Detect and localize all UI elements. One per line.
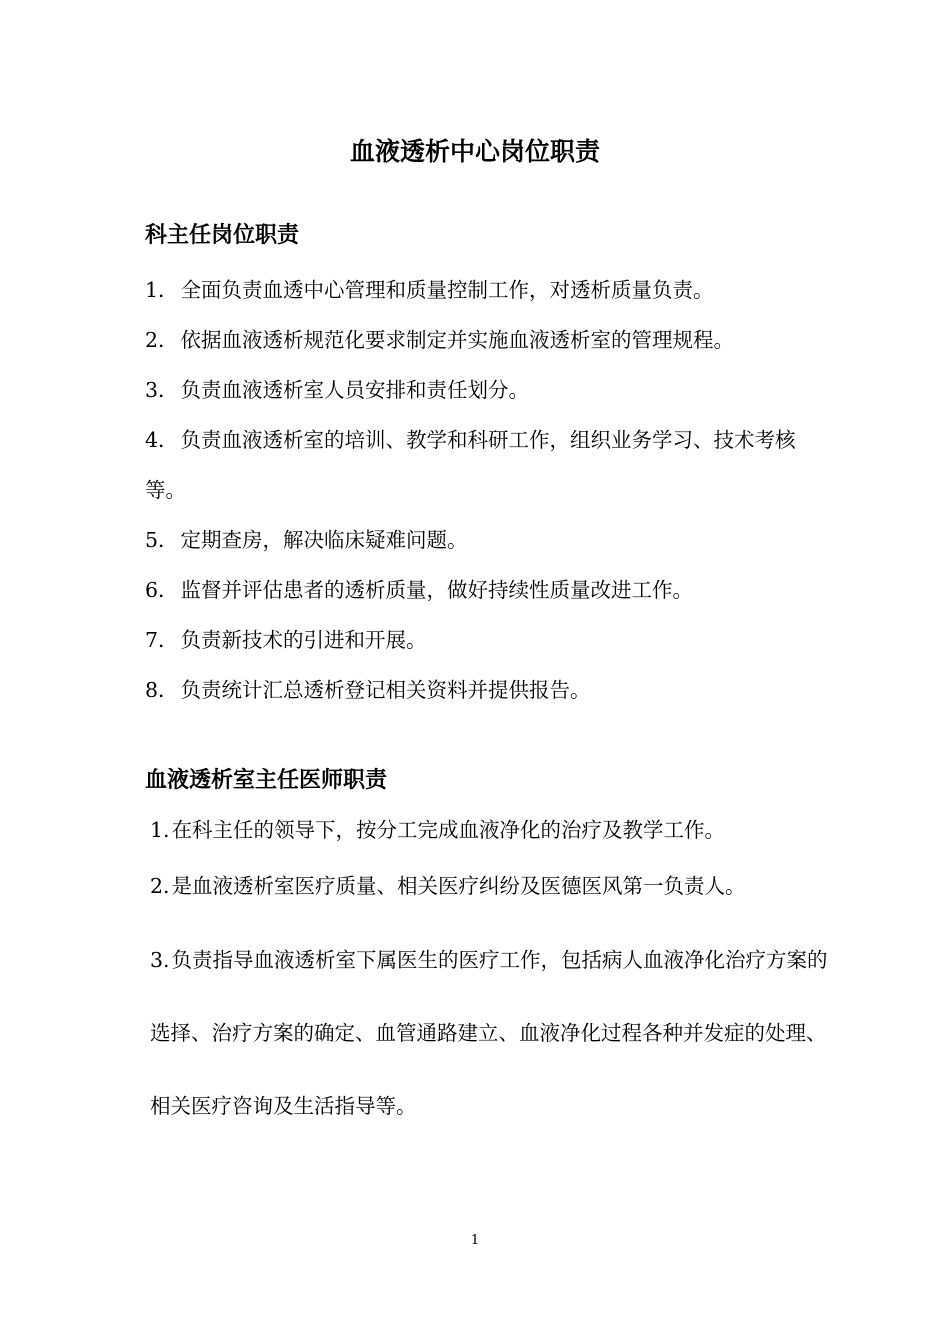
list-item: 2.是血液透析室医疗质量、相关医疗纠纷及医德医风第一负责人。 [150,874,746,898]
list-item: 3．负责血液透析室人员安排和责任划分。 [145,378,530,402]
director-duties-list [145,265,835,715]
list-item: 6．监督并评估患者的透析质量，做好持续性质量改进工作。 [145,578,694,602]
list-item: 3.负责指导血液透析室下属医生的医疗工作，包括病人血液净化治疗方案的选择、治疗方案的确定、血管通路建立、血液净化过程各种并发症的处理、相关医疗咨询及生活指导等。 [150,948,828,1118]
list-item: 5．定期查房，解决临床疑难问题。 [145,528,468,552]
page-title: 血液透析中心岗位职责 [349,137,600,166]
list-item: 8．负责统计汇总透析登记相关资料并提供报告。 [145,678,591,702]
page-number: 1 [470,1233,480,1248]
list-item: 1.在科主任的领导下，按分工完成血液净化的治疗及教学工作。 [150,818,726,842]
section-heading-director: 科主任岗位职责 [145,223,300,248]
list-item: 2．依据血液透析规范化要求制定并实施血液透析室的管理规程。 [145,328,735,352]
list-item: 7．负责新技术的引进和开展。 [145,628,427,652]
list-item: 1．全面负责血透中心管理和质量控制工作，对透析质量负责。 [145,278,714,302]
chief-physician-duties-list [150,810,830,1143]
list-item: 4．负责血液透析室的培训、教学和科研工作，组织业务学习、技术考核等。 [145,428,796,502]
section-heading-chief-physician: 血液透析室主任医师职责 [145,768,388,793]
